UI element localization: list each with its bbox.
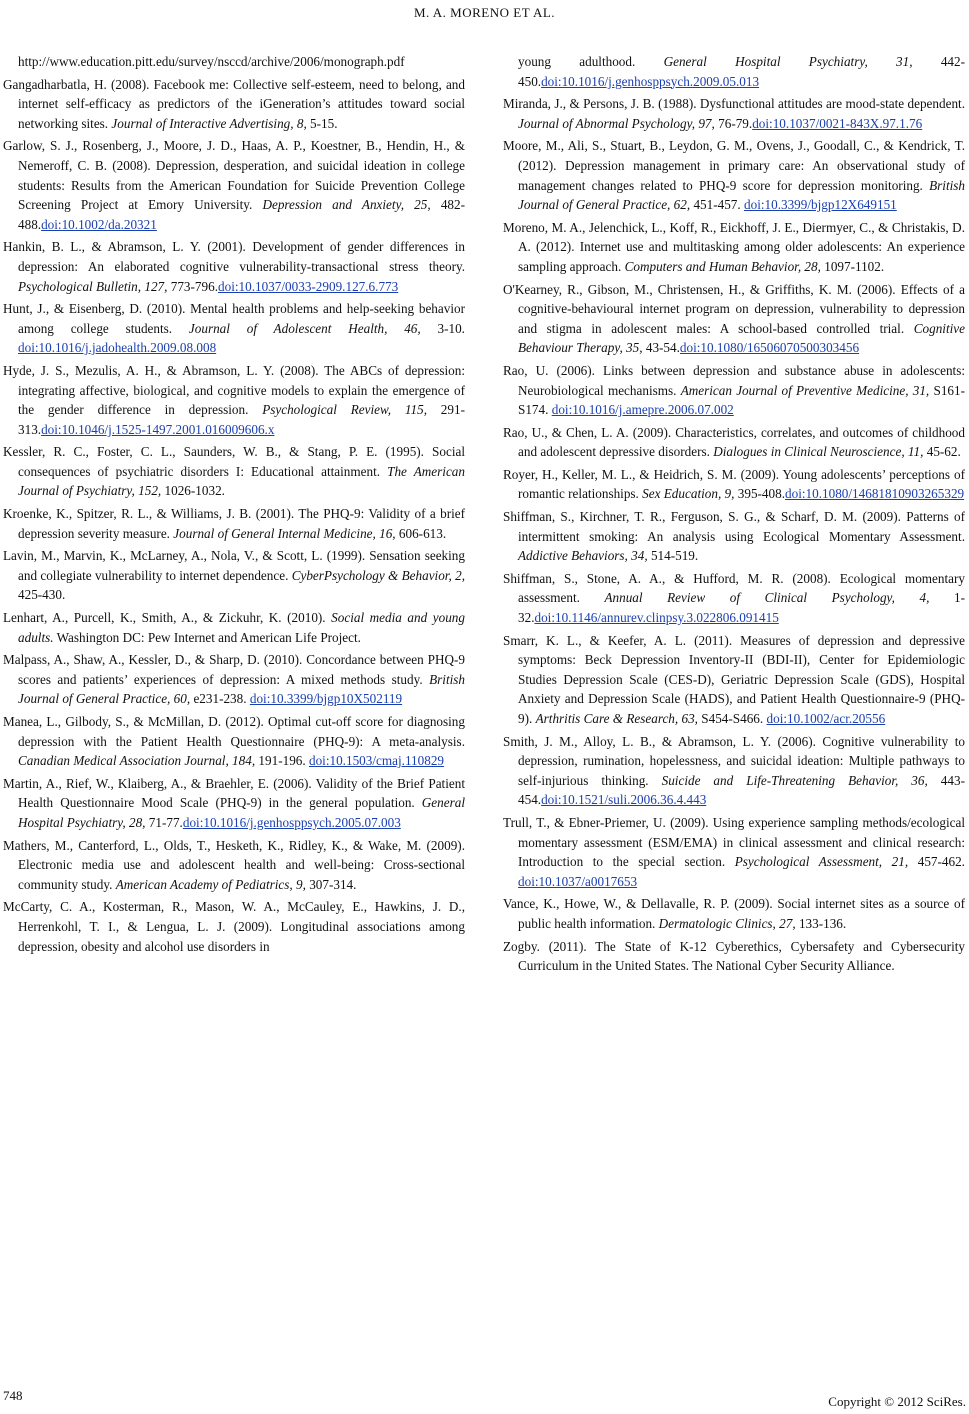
- reference-text: Kroenke, K., Spitzer, R. L., & Williams, J. B. (2001). The PHQ-9: Validity of a brief depression severity measure.: [3, 506, 465, 541]
- reference-text: Smarr, K. L., & Keefer, A. L. (2011). Measures of depression and depressive symptoms: Beck Depression Inventory-II (BDI-II), Center for Epidemiologic Studies Depression Scale (CES-D), Geriatric Depression Scale (GDS), Hospital Anxiety and Depression Scale (HADS), and Patient Health Questionnaire-9 (PHQ-9).: [503, 632, 965, 726]
- reference-source: Social media and young adults.: [18, 610, 465, 645]
- reference-text: Garlow, S. J., Rosenberg, J., Moore, J. D., Haas, A. P., Koestner, B., Hendin, H., & Nemeroff, C. B. (2008). Depression, desperation, and suicidal ideation in college students: Results from the American Foundation for Suicide Prevention College Screening Project at Emory University.: [3, 138, 465, 213]
- reference-source: The American Journal of Psychiatry, 152,: [18, 463, 465, 499]
- reference-source: Cognitive Behaviour Therapy, 35,: [518, 320, 965, 356]
- reference-entry: [503, 423, 965, 462]
- reference-source: General Hospital Psychiatry, 31,: [663, 54, 913, 69]
- reference-pages: S161-S174.: [518, 382, 965, 418]
- reference-entry: [503, 894, 965, 933]
- reference-source: Sex Education, 9,: [642, 486, 735, 502]
- reference-text: Lenhart, A., Purcell, K., Smith, A., & Zickuhr, K. (2010).: [3, 610, 332, 626]
- reference-source: Depression and Anxiety, 25,: [262, 197, 431, 213]
- reference-entry: [503, 280, 965, 358]
- reference-source: British Journal of General Practice, 62,: [518, 177, 965, 213]
- reference-text: Shiffman, S., Stone, A. A., & Hufford, M. R. (2008). Ecological momentary assessment.: [503, 570, 965, 606]
- reference-text: young adulthood.: [518, 54, 664, 69]
- reference-pages: 606-613.: [395, 525, 447, 541]
- reference-source: Journal of Interactive Advertising, 8,: [111, 115, 307, 131]
- reference-source: British Journal of General Practice, 60,: [18, 671, 465, 707]
- reference-source: American Journal of Preventive Medicine, 31,: [680, 382, 930, 398]
- reference-text: Rao, U. (2006). Links between depression and substance abuse in adolescents: Neurobiological mechanisms.: [503, 362, 965, 398]
- reference-text: Hyde, J. S., Mezulis, A. H., & Abramson, L. Y. (2008). The ABCs of depression: integrating affective, biological, and cognitive models to explain the emergence of the gender difference in depression.: [3, 362, 465, 418]
- reference-source: CyberPsychology & Behavior, 2,: [291, 567, 465, 583]
- reference-entry: [503, 631, 965, 729]
- reference-pages: 307-314.: [305, 876, 357, 892]
- reference-entry: [503, 569, 965, 628]
- reference-text: Smith, J. M., Alloy, L. B., & Abramson, L. Y. (2006). Cognitive vulnerability to depression, rumination, hopelessness, and suicidal ideation: Multiple pathways to self-injurious thinking.: [503, 733, 965, 788]
- reference-entry: [503, 52, 965, 91]
- reference-pages: Washington DC: Pew Internet and American Life Project.: [53, 629, 361, 645]
- reference-entry: [503, 218, 965, 277]
- reference-source: Suicide and Life-Threatening Behavior, 36,: [661, 772, 928, 788]
- reference-entry: [503, 465, 965, 504]
- reference-text: Hunt, J., & Eisenberg, D. (2010). Mental health problems and help-seeking behavior among college students.: [3, 301, 465, 336]
- doi-link[interactable]: doi:10.1037/0021-843X.97.1.76: [752, 115, 923, 131]
- reference-text: Trull, T., & Ebner-Priemer, U. (2009). Using experience sampling methods/ecological momentary assessment (ESM/EMA) in clinical assessment and clinical research: Introduction to the special section.: [503, 814, 965, 870]
- reference-pages: 1-32.: [518, 590, 965, 626]
- reference-text: O'Kearney, R., Gibson, M., Christensen, H., & Griffiths, K. M. (2006). Effects of a cognitive-behavioural internet program on depression, vulnerability to depression and stigma in adolescent males: A school-based controlled trial.: [503, 281, 965, 336]
- doi-link[interactable]: doi:10.3399/bjgp10X502119: [249, 691, 403, 707]
- reference-text: Moore, M., Ali, S., Stuart, B., Leydon, G. M., Ovens, J., Goodall, C., & Kendrick, T. (2012). Depression management in primary care: An observational study of management changes related to PHQ-9 score for depression monitoring.: [503, 138, 965, 193]
- reference-entry: [3, 836, 465, 895]
- reference-pages: 133-136.: [795, 915, 847, 931]
- reference-pages: e231-238.: [190, 691, 250, 707]
- reference-entry: [503, 136, 965, 214]
- reference-source: Journal of Abnormal Psychology, 97,: [518, 115, 715, 131]
- reference-pages: 451-457.: [690, 197, 744, 213]
- reference-source: Psychological Assessment, 21,: [734, 854, 909, 870]
- reference-source: Psychological Bulletin, 127,: [18, 278, 168, 294]
- reference-entry: [3, 774, 465, 833]
- reference-entry: [3, 136, 465, 234]
- reference-source: Dermatologic Clinics, 27,: [658, 915, 796, 931]
- reference-text: Vance, K., Howe, W., & Dellavalle, R. P. (2009). Social internet sites as a source of public health information.: [503, 896, 965, 931]
- doi-link[interactable]: doi:10.1016/j.amepre.2006.07.002: [551, 402, 734, 418]
- reference-entry: [3, 897, 465, 956]
- reference-source: Computers and Human Behavior, 28,: [624, 258, 821, 274]
- references-left-column: [3, 52, 465, 959]
- reference-source: Annual Review of Clinical Psychology, 4,: [604, 590, 930, 606]
- running-head: M. A. MORENO ET AL.: [413, 5, 556, 20]
- doi-link[interactable]: doi:10.3399/bjgp12X649151: [744, 197, 897, 213]
- reference-text: Shiffman, S., Kirchner, T. R., Ferguson, S. G., & Scharf, D. M. (2009). Patterns of intermittent smoking: An analysis using Ecological Momentary Assessment.: [503, 509, 965, 544]
- copyright-notice: Copyright © 2012 SciRes.: [828, 1394, 966, 1409]
- reference-pages: 425-430.: [18, 587, 66, 603]
- reference-entry: [3, 608, 465, 647]
- reference-pages: 482-488.: [18, 197, 465, 232]
- reference-pages: 773-796.: [167, 278, 218, 294]
- reference-source: Journal of Adolescent Health, 46,: [188, 320, 421, 336]
- reference-entry: [503, 94, 965, 133]
- reference-pages: 395-408.: [734, 486, 786, 502]
- reference-text: Lavin, M., Marvin, K., McLarney, A., Nola, V., & Scott, L. (1999). Sensation seeking and collegiate vulnerability to internet dependence.: [3, 548, 465, 583]
- doi-link[interactable]: doi:10.1146/annurev.clinpsy.3.022806.091415: [534, 610, 779, 626]
- reference-pages: 443-454.: [518, 772, 965, 808]
- reference-pages: S454-S466.: [697, 711, 767, 726]
- reference-entry: [3, 361, 465, 439]
- doi-link[interactable]: doi:10.1503/cmaj.110829: [308, 753, 445, 769]
- doi-link[interactable]: doi:10.1037/0033-2909.127.6.773: [218, 278, 399, 294]
- reference-source: Canadian Medical Association Journal, 184,: [18, 753, 256, 769]
- reference-text: Malpass, A., Shaw, A., Kessler, D., & Sharp, D. (2010). Concordance between PHQ-9 scores and patients’ experiences of depression: A mixed methods study.: [3, 652, 465, 687]
- reference-entry: [3, 712, 465, 771]
- reference-pages: 76-79.: [714, 115, 753, 131]
- reference-text: http://www.education.pitt.edu/survey/nsccd/archive/2006/monograph.pdf: [18, 54, 405, 69]
- reference-text: Manea, L., Gilbody, S., & McMillan, D. (2012). Optimal cut-off score for diagnosing depression with the Patient Health Questionnaire (PHQ-9): A meta-analysis.: [3, 714, 465, 749]
- reference-source: General Hospital Psychiatry, 28,: [18, 795, 465, 830]
- reference-pages: 3-10.: [420, 320, 465, 336]
- doi-link[interactable]: doi:10.1002/da.20321: [41, 216, 157, 232]
- doi-link[interactable]: doi:10.1521/suli.2006.36.4.443: [541, 792, 707, 808]
- reference-text: Hankin, B. L., & Abramson, L. Y. (2001). Development of gender differences in depression: An elaborated cognitive vulnerability-transactional stress theory.: [3, 239, 465, 274]
- reference-entry: [3, 237, 465, 296]
- reference-entry: [3, 504, 465, 543]
- page-number: 748: [3, 1388, 23, 1403]
- reference-text: Miranda, J., & Persons, J. B. (1988). Dysfunctional attitudes are mood-state dependent.: [503, 96, 965, 112]
- reference-text: Royer, H., Keller, M. L., & Heidrich, S. M. (2009). Young adolescents’ perceptions of romantic relationships.: [503, 466, 965, 502]
- reference-source: Journal of General Internal Medicine, 16,: [173, 525, 396, 541]
- reference-pages: 1026-1032.: [161, 483, 225, 499]
- reference-source: Arthritis Care & Research, 63,: [535, 711, 698, 726]
- doi-link[interactable]: doi:10.1080/14681810903265329: [785, 486, 965, 502]
- doi-link[interactable]: doi:10.1016/j.genhosppsych.2009.05.013: [541, 73, 760, 89]
- reference-text: Moreno, M. A., Jelenchick, L., Koff, R., Eickhoff, J. E., Diermyer, C., & Christakis, D. A. (2012). Internet use and multitasking among older adolescents: An experience sampling approach.: [503, 219, 965, 274]
- reference-pages: 5-15.: [306, 115, 338, 131]
- reference-text: McCarty, C. A., Kosterman, R., Mason, W. A., McCauley, E., Hawkins, J. D., Herrenkohl, T. I., & Lengua, L. J. (2009). Longitudinal associations among depression, obesity and alcohol use disorders in: [3, 899, 465, 954]
- reference-pages: 45-62.: [923, 444, 961, 460]
- reference-text: Gangadharbatla, H. (2008). Facebook me: Collective self-esteem, need to belong, and internet self-efficacy as predictors of the iGeneration’s attitudes toward social networking sites.: [3, 76, 465, 131]
- reference-entry: [3, 650, 465, 709]
- reference-pages: 1097-1102.: [820, 258, 885, 274]
- doi-link[interactable]: doi:10.1046/j.1525-1497.2001.016009606.x: [41, 421, 275, 437]
- reference-source: Addictive Behaviors, 34,: [518, 548, 648, 564]
- references-right-column: [503, 52, 965, 979]
- reference-text: Kessler, R. C., Foster, C. L., Saunders, W. B., & Stang, P. E. (1995). Social consequences of psychiatric disorders I: Educational attainment.: [3, 444, 465, 479]
- reference-source: Psychological Review, 115,: [262, 402, 427, 418]
- reference-pages: 43-54.: [642, 340, 680, 356]
- reference-pages: 514-519.: [647, 548, 699, 564]
- reference-text: Rao, U., & Chen, L. A. (2009). Characteristics, correlates, and outcomes of childhood and adolescent depressive disorders.: [503, 424, 965, 460]
- doi-link[interactable]: doi:10.1016/j.jadohealth.2009.08.008: [18, 340, 217, 356]
- reference-entry: [3, 442, 465, 501]
- reference-text: Mathers, M., Canterford, L., Olds, T., Hesketh, K., Ridley, K., & Wake, M. (2009). Electronic media use and adolescent health and well-being: Cross-sectional community study.: [3, 837, 465, 892]
- reference-source: American Academy of Pediatrics, 9,: [115, 876, 306, 892]
- reference-pages: 71-77.: [145, 814, 183, 830]
- reference-entry: [3, 75, 465, 134]
- reference-pages: 191-196.: [255, 753, 309, 769]
- doi-link[interactable]: doi:10.1002/acr.20556: [766, 711, 886, 726]
- reference-text: Zogby. (2011). The State of K-12 Cyberethics, Cybersafety and Cybersecurity Curriculum in the United States. The National Cyber Security Alliance.: [503, 938, 965, 974]
- reference-source: Dialogues in Clinical Neuroscience, 11,: [713, 444, 924, 460]
- doi-link[interactable]: doi:10.1080/16506070500303456: [679, 340, 860, 356]
- reference-pages: 291-313.: [18, 402, 465, 437]
- reference-entry: [503, 507, 965, 566]
- reference-entry: [503, 937, 965, 976]
- reference-entry: [503, 361, 965, 420]
- reference-entry: [3, 299, 465, 358]
- reference-pages: 457-462.: [908, 854, 965, 870]
- reference-entry: [3, 546, 465, 605]
- reference-pages: 442-450.: [518, 54, 965, 89]
- reference-entry: [503, 813, 965, 891]
- doi-link[interactable]: doi:10.1016/j.genhosppsych.2005.07.003: [182, 814, 401, 830]
- reference-text: Martin, A., Rief, W., Klaiberg, A., & Braehler, E. (2006). Validity of the Brief Patient Health Questionnaire Mood Scale (PHQ-9) in the general population.: [3, 775, 465, 811]
- reference-entry: [503, 732, 965, 810]
- doi-link[interactable]: doi:10.1037/a0017653: [518, 873, 638, 889]
- reference-entry: [3, 52, 465, 72]
